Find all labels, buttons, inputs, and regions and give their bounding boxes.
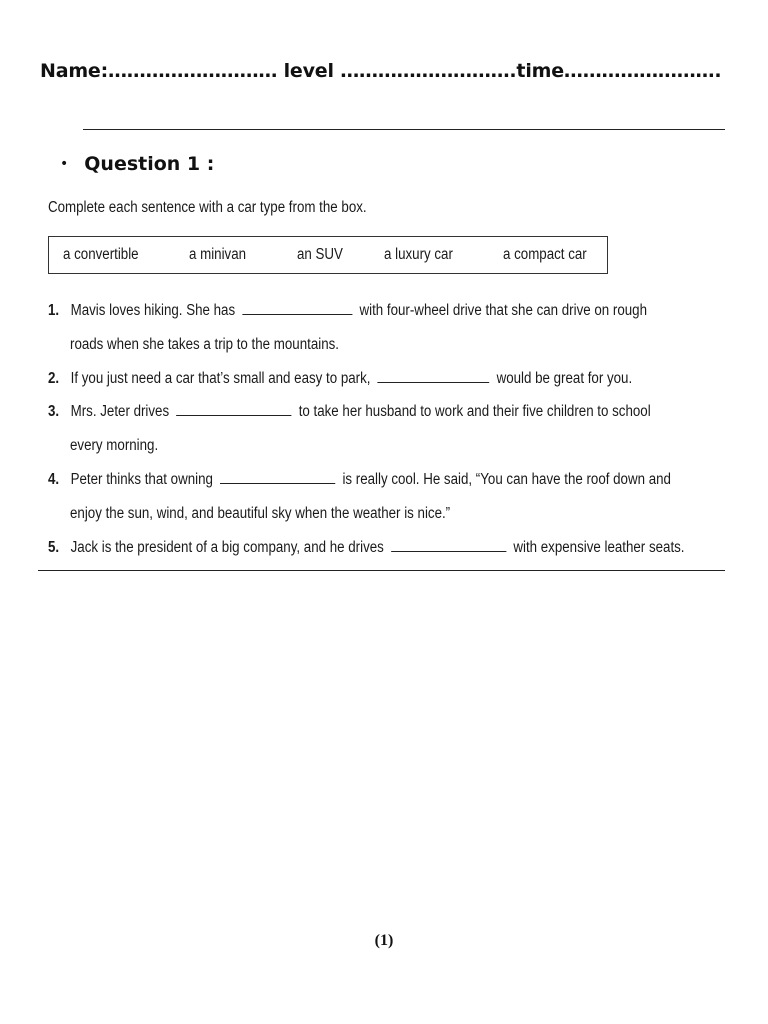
item-number: 3. bbox=[48, 403, 60, 420]
question-heading bbox=[60, 153, 214, 175]
answer-blank[interactable] bbox=[176, 403, 291, 416]
item-number: 4. bbox=[48, 471, 60, 488]
exercise-item-1 bbox=[48, 302, 647, 320]
bullet-icon: • bbox=[60, 156, 69, 172]
question-title: Question 1 : bbox=[84, 153, 215, 175]
exercise-item-4-continuation: enjoy the sun, wind, and beautiful sky when the weather is nice.” bbox=[70, 505, 451, 522]
item-text-before: Mavis loves hiking. She has bbox=[70, 302, 236, 319]
item-number: 5. bbox=[48, 539, 60, 556]
item-text-after: with expensive leather seats. bbox=[513, 539, 685, 556]
word-option: a luxury car bbox=[384, 246, 453, 263]
item-text-before: Jack is the president of a big company, and he drives bbox=[70, 539, 384, 556]
word-option: a minivan bbox=[189, 246, 247, 263]
word-box bbox=[48, 236, 608, 274]
word-option: a convertible bbox=[63, 246, 139, 263]
exercise-item-3-continuation: every morning. bbox=[70, 437, 159, 454]
item-text-before: If you just need a car that’s small and easy to park, bbox=[70, 370, 371, 387]
item-text-before: Mrs. Jeter drives bbox=[70, 403, 170, 420]
item-number: 2. bbox=[48, 370, 60, 387]
exercise-item-1-continuation: roads when she takes a trip to the mountains. bbox=[70, 336, 339, 353]
answer-blank[interactable] bbox=[378, 370, 490, 383]
page-number: (1) bbox=[374, 932, 394, 949]
item-number: 1. bbox=[48, 302, 60, 319]
student-info-header: Name:……………………… level ……………………….time……………………. bbox=[40, 60, 722, 82]
item-text-after: with four-wheel drive that she can drive on rough bbox=[359, 302, 647, 319]
item-text-before: Peter thinks that owning bbox=[70, 471, 213, 488]
top-divider bbox=[83, 129, 725, 130]
instruction-text: Complete each sentence with a car type from the box. bbox=[48, 199, 367, 216]
answer-blank[interactable] bbox=[220, 471, 335, 484]
exercise-item-3 bbox=[48, 403, 651, 421]
bottom-divider bbox=[38, 570, 725, 571]
item-text-after: to take her husband to work and their five children to school bbox=[298, 403, 651, 420]
word-option: an SUV bbox=[297, 246, 343, 263]
answer-blank[interactable] bbox=[391, 539, 506, 552]
item-text-after: would be great for you. bbox=[496, 370, 633, 387]
answer-blank[interactable] bbox=[242, 302, 352, 315]
item-text-after: is really cool. He said, “You can have the roof down and bbox=[342, 471, 671, 488]
exercise-item-4 bbox=[48, 471, 671, 489]
exercise-item-2 bbox=[48, 370, 632, 388]
word-option: a compact car bbox=[503, 246, 587, 263]
exercise-item-5 bbox=[48, 539, 685, 557]
